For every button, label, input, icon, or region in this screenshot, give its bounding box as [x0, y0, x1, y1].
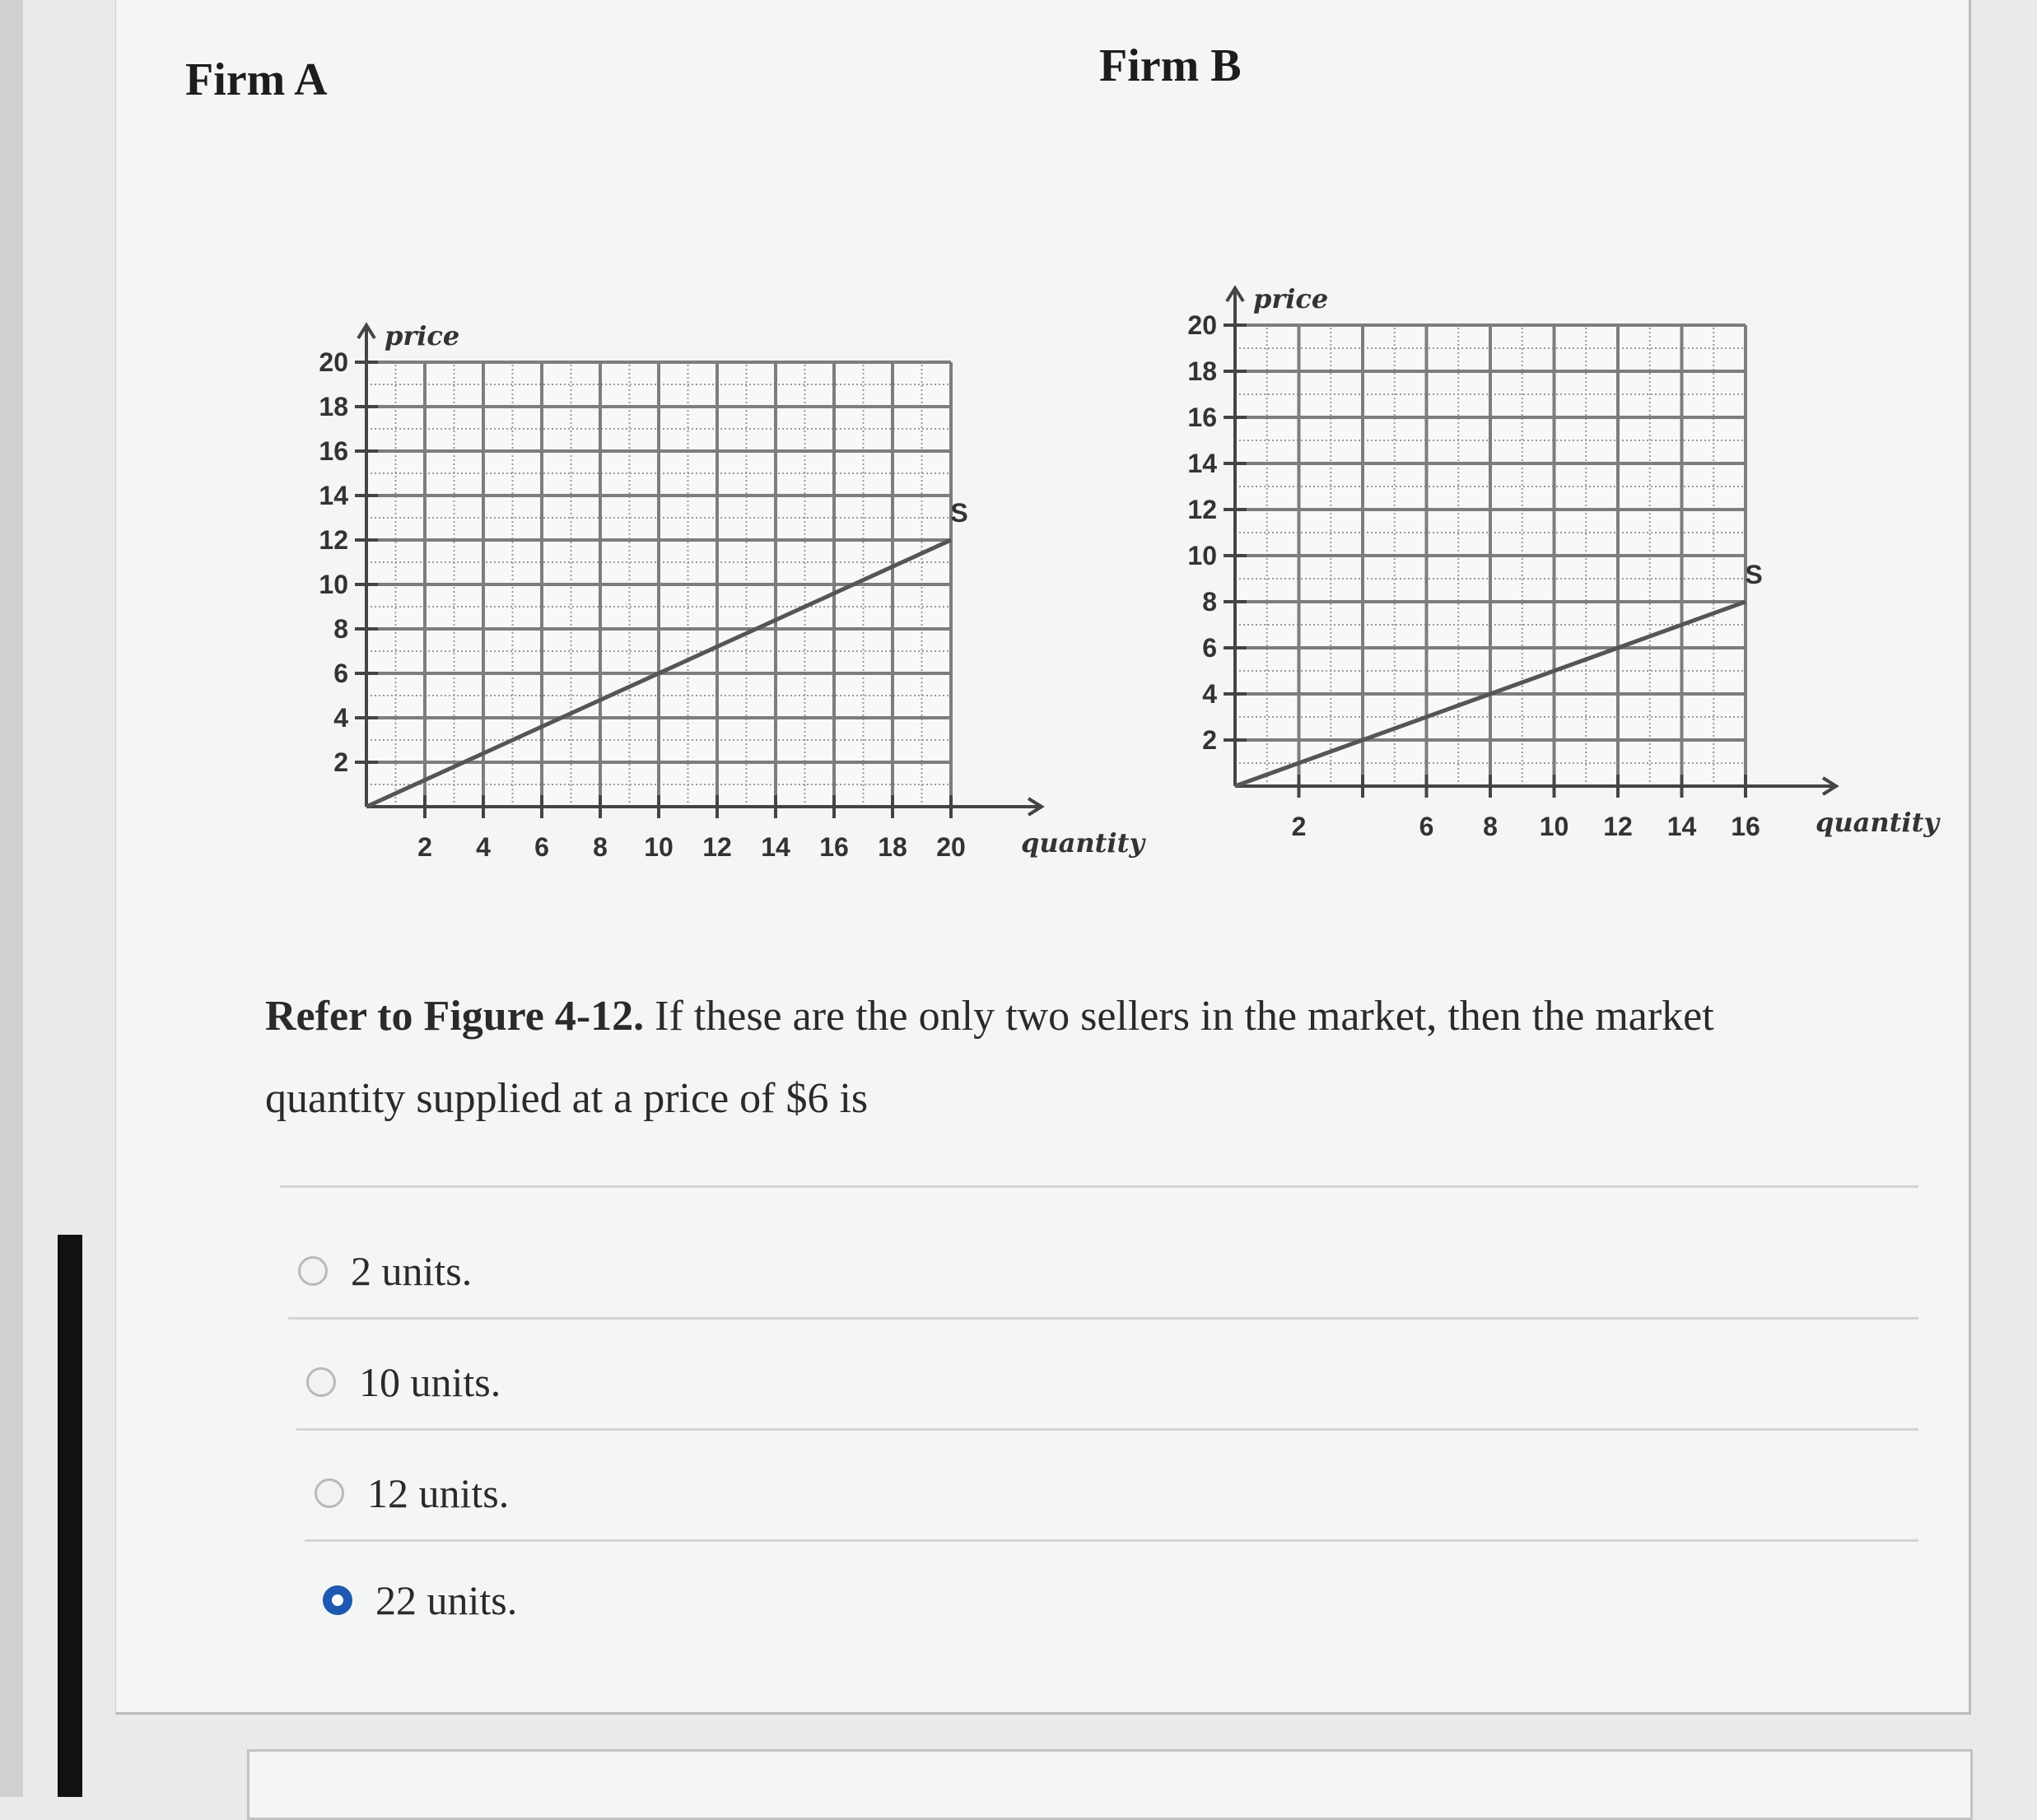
y-tick-label: 16: [319, 436, 348, 466]
supply-curve-label: S: [1745, 560, 1763, 589]
x-tick-label: 10: [1539, 812, 1569, 841]
y-tick-label: 2: [1202, 725, 1217, 755]
x-tick-label: 4: [476, 832, 491, 862]
x-tick-label: 10: [644, 832, 674, 862]
y-tick-label: 10: [1187, 541, 1217, 570]
y-tick-label: 20: [319, 347, 348, 377]
x-tick-label: 6: [534, 832, 549, 862]
separator: [288, 1317, 1918, 1320]
question-line-2: quantity supplied at a price of $6 is: [265, 1075, 869, 1122]
x-tick-label: 8: [1483, 812, 1498, 841]
x-tick-label: 6: [1419, 812, 1434, 841]
answer-option[interactable]: [315, 1469, 509, 1517]
x-axis-label: quantity: [1816, 807, 1939, 838]
y-tick-label: 6: [333, 659, 348, 688]
radio-button[interactable]: [298, 1256, 328, 1286]
answer-option[interactable]: [298, 1247, 472, 1295]
x-tick-label: 16: [1731, 812, 1760, 841]
y-tick-label: 8: [1202, 587, 1217, 617]
separator: [305, 1539, 1918, 1542]
firm-a-title: Firm A: [185, 54, 328, 105]
y-tick-label: 10: [319, 570, 348, 599]
question-reference: Refer to Figure 4-12.: [265, 993, 645, 1040]
separator: [280, 1185, 1918, 1188]
x-tick-label: 2: [1291, 812, 1307, 841]
y-tick-label: 6: [1202, 633, 1217, 663]
monitor-bezel: [58, 1235, 82, 1797]
x-tick-label: 14: [1666, 812, 1697, 841]
answer-label: 2 units.: [351, 1248, 473, 1294]
x-tick-label: 12: [1603, 812, 1633, 841]
x-tick-label: 8: [593, 832, 608, 862]
x-tick-label: 18: [878, 832, 907, 862]
y-tick-label: 4: [1202, 679, 1217, 709]
x-tick-label: 16: [819, 832, 849, 862]
x-tick-label: 12: [702, 832, 732, 862]
answer-label: 22 units.: [375, 1577, 518, 1623]
next-question-card: [247, 1749, 1973, 1820]
x-tick-label: 20: [936, 832, 966, 862]
answer-option[interactable]: [306, 1358, 501, 1406]
y-tick-label: 4: [333, 703, 348, 733]
left-edge: [0, 0, 23, 1797]
firm-a-supply-chart: [247, 165, 1144, 873]
y-tick-label: 18: [1187, 356, 1217, 386]
question-text: [265, 975, 1871, 1140]
radio-button-selected[interactable]: [323, 1585, 352, 1615]
firm-b-title: Firm B: [1099, 40, 1242, 91]
y-tick-label: 2: [333, 747, 348, 777]
radio-button[interactable]: [315, 1478, 344, 1508]
y-tick-label: 8: [333, 614, 348, 644]
x-tick-label: 2: [417, 832, 432, 862]
y-tick-label: 14: [1187, 449, 1217, 478]
supply-curve-label: S: [950, 498, 968, 528]
separator: [296, 1428, 1918, 1431]
y-axis-label: price: [1253, 283, 1329, 314]
answer-label: 12 units.: [367, 1470, 510, 1516]
y-tick-label: 12: [1187, 495, 1217, 524]
answer-option[interactable]: [323, 1576, 517, 1624]
y-tick-label: 16: [1187, 403, 1217, 432]
x-axis-label: quantity: [1021, 827, 1144, 859]
answer-label: 10 units.: [359, 1359, 501, 1405]
radio-button[interactable]: [306, 1367, 336, 1397]
y-tick-label: 20: [1187, 310, 1217, 340]
y-axis-label: price: [385, 320, 460, 351]
question-line-1: If these are the only two sellers in the market, then the market: [644, 993, 1714, 1040]
y-tick-label: 14: [319, 481, 348, 510]
y-tick-label: 18: [319, 392, 348, 421]
x-tick-label: 14: [761, 832, 790, 862]
firm-b-supply-chart: [1153, 140, 1939, 848]
y-tick-label: 12: [319, 525, 348, 555]
